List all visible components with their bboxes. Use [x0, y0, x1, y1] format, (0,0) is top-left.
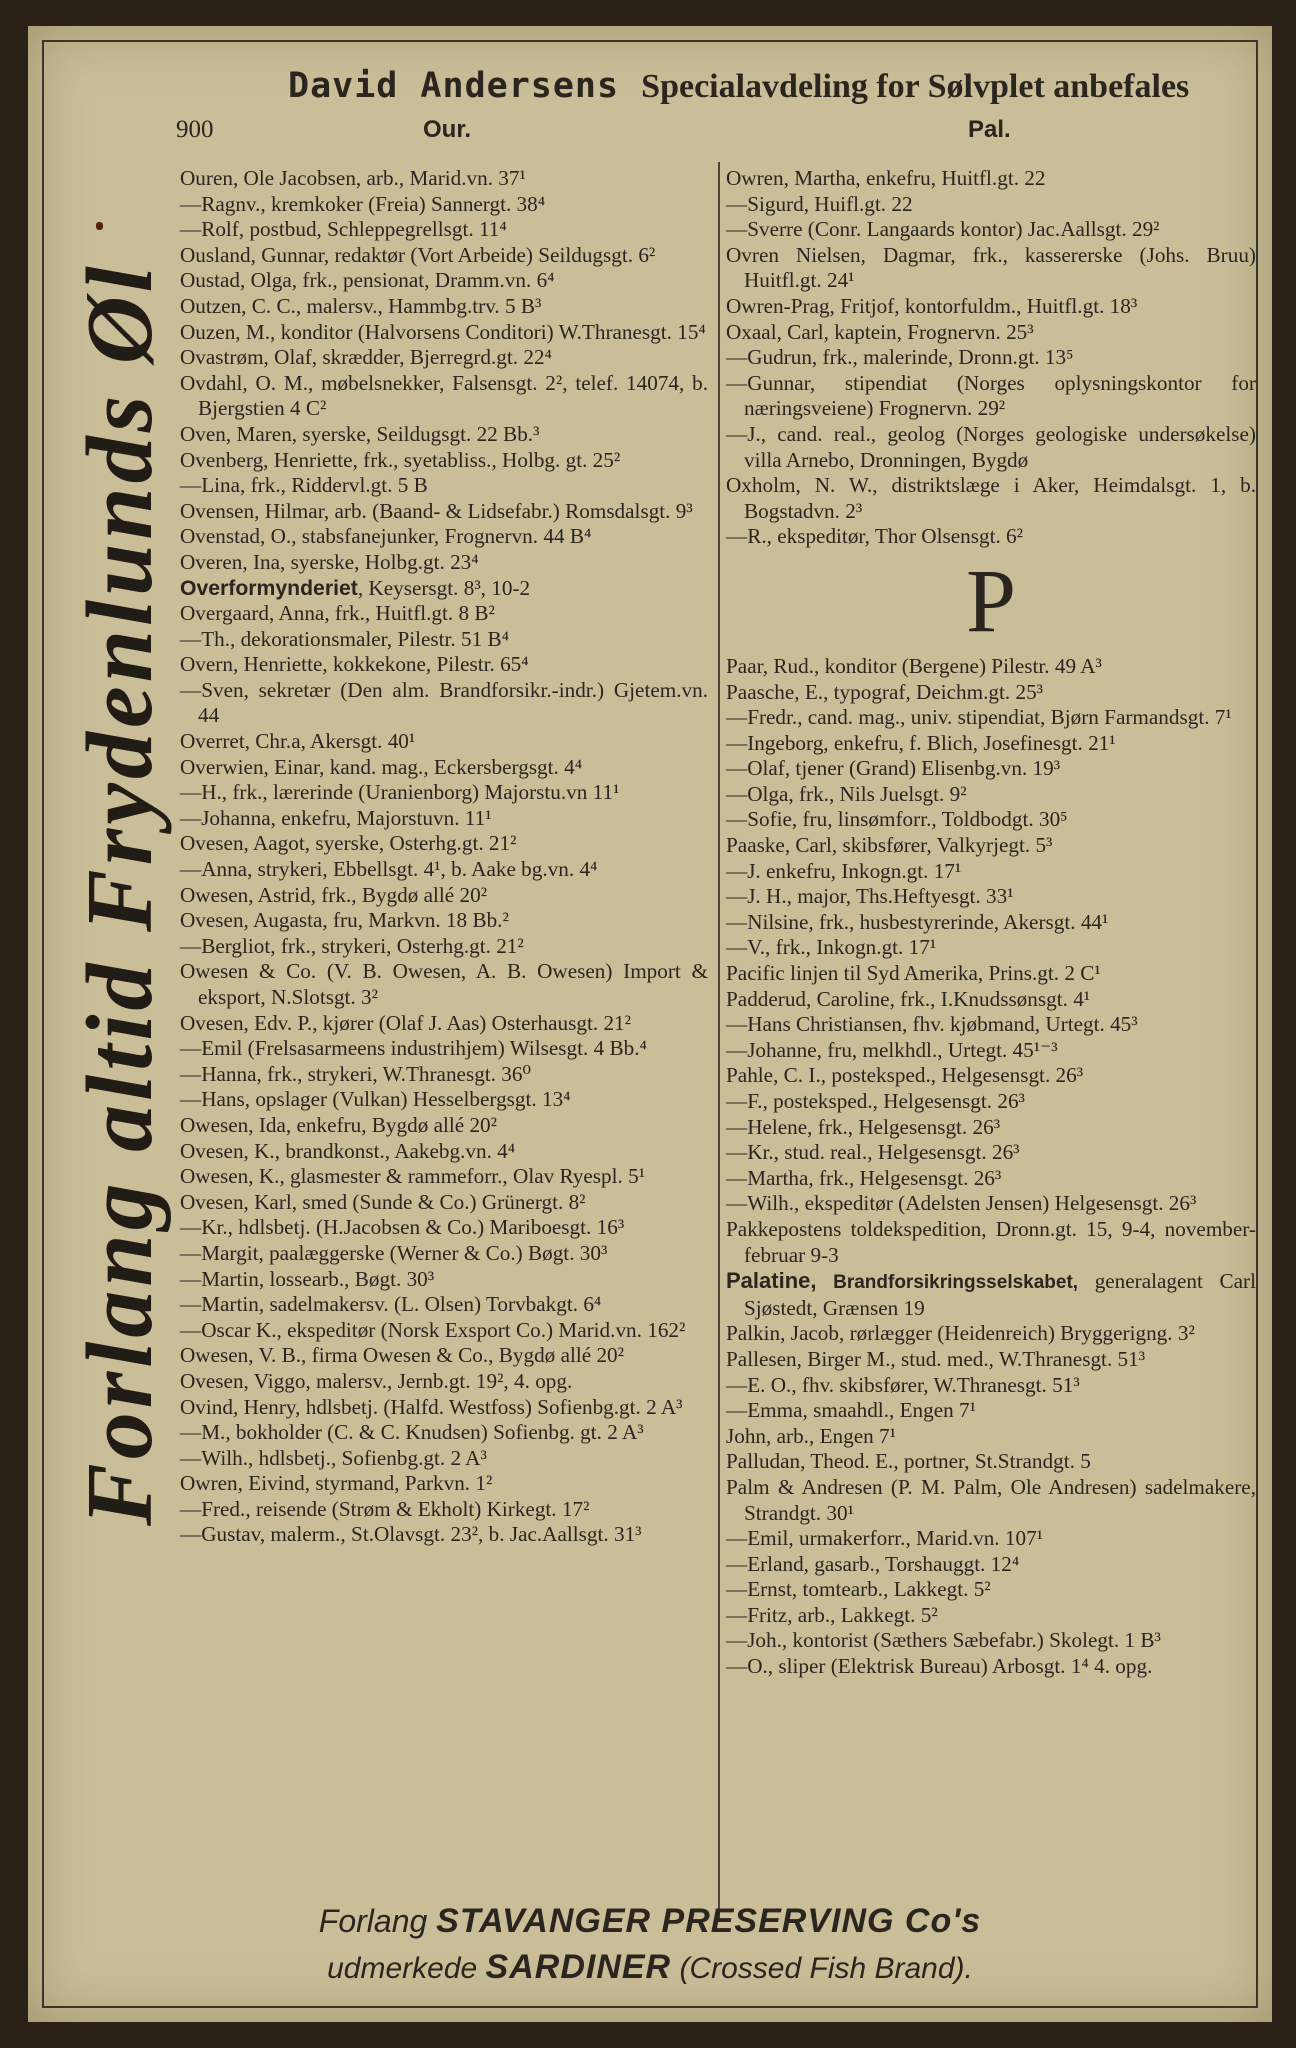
directory-entry: —Johanna, enkefru, Majorstuvn. 11¹ [180, 805, 492, 830]
directory-page [28, 26, 1272, 2022]
directory-entry: —Gustav, malerm., St.Olavsgt. 23², b. Jac.Aallsgt. 31³ [180, 1522, 642, 1547]
bottom-ad-brand: STAVANGER PRESERVING Co's [436, 1902, 982, 1940]
directory-entry: Ovensen, Hilmar, arb. (Baand- & Lidsefabr.) Romsdalsgt. 9³ [180, 498, 693, 523]
directory-entry: Ovesen, Karl, smed (Sunde & Co.) Grünergt. 8² [180, 1189, 586, 1214]
directory-entry: —J. H., major, Ths.Heftyesgt. 33¹ [726, 884, 1014, 909]
directory-entry: —Gunnar, stipendiat (Norges oplysningskontor for næringsveiene) Frognervn. 29² [726, 370, 1256, 421]
directory-entry: —Emil (Frelsasarmeens industrihjem) Wilsesgt. 4 Bb.⁴ [180, 1036, 647, 1061]
directory-entry: Oustad, Olga, frk., pensionat, Dramm.vn. 6⁴ [180, 268, 555, 293]
top-ad-text: Specialavdeling for Sølvplet anbefales [641, 68, 1190, 105]
directory-entry: Paar, Rud., konditor (Bergene) Pilestr. 49 A³ [726, 653, 1102, 678]
left-column-key: Our. [423, 116, 472, 143]
bottom-ad-udmerkede: udmerkede [327, 1952, 478, 1985]
directory-entry: —Hans, opslager (Vulkan) Hesselbergsgt. 13⁴ [180, 1087, 571, 1112]
directory-entry: —Joh., kontorist (Sæthers Sæbefabr.) Skolegt. 1 B³ [726, 1628, 1161, 1653]
page-number: 900 [176, 116, 214, 143]
directory-entry: Owesen, Astrid, frk., Bygdø allé 20² [180, 882, 488, 907]
directory-entry: Ovenstad, O., stabsfanejunker, Frognervn. 44 B⁴ [180, 524, 592, 549]
directory-entry: —Ernst, tomtearb., Lakkegt. 5² [726, 1577, 991, 1602]
directory-entry: Ovesen, Viggo, malersv., Jernb.gt. 19², 4. opg. [180, 1368, 573, 1393]
directory-entry: —Rolf, postbud, Schleppegrellsgt. 11⁴ [180, 217, 507, 242]
section-letter: P [965, 551, 1017, 651]
directory-entry: Pahle, C. I., posteksped., Helgesensgt. 26³ [726, 1063, 1084, 1088]
directory-entry: —Wilh., hdlsbetj., Sofienbg.gt. 2 A³ [180, 1445, 487, 1470]
directory-entry: —Hanna, frk., strykeri, W.Thranesgt. 36⁰ [180, 1061, 531, 1086]
directory-entry: Overgaard, Anna, frk., Huitfl.gt. 8 B² [180, 601, 495, 626]
directory-entry: —Emma, smaahdl., Engen 7¹ [726, 1398, 976, 1423]
directory-entry: —Fritz, arb., Lakkegt. 5² [726, 1602, 938, 1627]
directory-entry: —F., posteksped., Helgesensgt. 26³ [726, 1089, 1025, 1113]
directory-entry: Palm & Andresen (P. M. Palm, Ole Andresen) sadelmakere, Strandgt. 30¹ [726, 1474, 1256, 1525]
directory-entry: —Emil, urmakerforr., Marid.vn. 107¹ [726, 1526, 1044, 1551]
directory-entry: —Johanne, fru, melkhdl., Urtegt. 45¹⁻³ [726, 1037, 1058, 1062]
bottom-ad-sardiner: SARDINER [485, 1948, 672, 1986]
directory-entry: Ouren, Ole Jacobsen, arb., Marid.vn. 37¹ [180, 166, 526, 190]
directory-entry: Owesen, V. B., firma Owesen & Co., Bygdø allé 20² [180, 1343, 624, 1368]
directory-entry: John, arb., Engen 7¹ [726, 1423, 896, 1448]
directory-entry: Ovesen, Aagot, syerske, Osterhg.gt. 21² [180, 831, 517, 856]
directory-entry: —Martin, sadelmakersv. (L. Olsen) Torvbakgt. 6⁴ [180, 1292, 602, 1317]
right-entries-o [726, 166, 1256, 550]
directory-entry: Outzen, C. C., malersv., Hammbg.trv. 5 B³ [180, 293, 542, 318]
directory-entry: Owren, Eivind, styrmand, Parkvn. 1² [180, 1471, 493, 1496]
right-column-key: Pal. [968, 116, 1011, 143]
directory-entry: —Lina, frk., Riddervl.gt. 5 B [180, 473, 428, 498]
directory-entry: —Nilsine, frk., husbestyrerinde, Akersgt. 44¹ [726, 909, 1109, 934]
directory-entry: Overret, Chr.a, Akersgt. 40¹ [180, 729, 416, 754]
directory-entry: Ovenberg, Henriette, frk., syetabliss., Holbg. gt. 25² [180, 447, 621, 472]
entry-bold-name: Overformynderiet [180, 576, 358, 600]
bottom-ad-crossed-fish: (Crossed Fish Brand). [679, 1952, 973, 1985]
directory-entry: —Anna, strykeri, Ebbellsgt. 4¹, b. Aake bg.vn. 4⁴ [180, 857, 598, 882]
palatine-rest: generalagent Carl Sjøstedt, Grænsen 19 [744, 1269, 1256, 1320]
directory-entry: —Martin, lossearb., Bøgt. 30³ [180, 1266, 435, 1291]
directory-entry: Owesen, Ida, enkefru, Bygdø allé 20² [180, 1112, 498, 1137]
directory-entry: —Bergliot, frk., strykeri, Osterhg.gt. 21² [180, 933, 524, 958]
entry-rest: , Keysersgt. 8³, 10-2 [357, 575, 531, 600]
directory-entry: —V., frk., Inkogn.gt. 17¹ [726, 935, 937, 960]
directory-entry: —Ragnv., kremkoker (Freia) Sannergt. 38⁴ [180, 191, 546, 216]
directory-entry: —Sven, sekretær (Den alm. Brandforsikr.-indr.) Gjetem.vn. 44 [180, 677, 708, 728]
directory-entry: Pallesen, Birger M., stud. med., W.Thranesgt. 51³ [726, 1346, 1146, 1371]
directory-entry: Owesen, K., glasmester & rammeforr., Olav Ryespl. 5¹ [180, 1164, 646, 1189]
directory-entry: Owren, Martha, enkefru, Huitfl.gt. 22 [726, 166, 1046, 190]
directory-entry: Ovdahl, O. M., møbelsnekker, Falsensgt. 2², telef. 14074, b. Bjergstien 4 C² [180, 370, 708, 421]
directory-entry: Oxaal, Carl, kaptein, Frognervn. 25³ [726, 319, 1034, 344]
top-ad-name: David Andersens [288, 66, 620, 106]
right-entries-p [726, 654, 1256, 1268]
directory-entry: Ovren Nielsen, Dagmar, frk., kassererske (Johs. Bruu) Huitfl.gt. 24¹ [726, 242, 1256, 293]
directory-entry: —R., ekspeditør, Thor Olsensgt. 6² [726, 524, 1024, 549]
directory-entry: Padderud, Caroline, frk., I.Knudssønsgt. 4¹ [726, 986, 1091, 1011]
directory-entry: —Kr., stud. real., Helgesensgt. 26³ [726, 1140, 1020, 1165]
directory-entry: Owesen & Co. (V. B. Owesen, A. B. Owesen) Import & eksport, N.Slotsgt. 3² [180, 959, 708, 1009]
directory-entry: Paaske, Carl, skibsfører, Valkyrjegt. 5³ [726, 833, 1053, 858]
directory-entry: —Olga, frk., Nils Juelsgt. 9² [726, 781, 967, 806]
directory-entry: Ovesen, Edv. P., kjører (Olaf J. Aas) Osterhausgt. 21² [180, 1010, 632, 1035]
directory-entry: Ovastrøm, Olaf, skrædder, Bjerregrd.gt. 22⁴ [180, 345, 552, 370]
directory-entry: Oxholm, N. W., distriktslæge i Aker, Heimdalsgt. 1, b. Bogstadvn. 2³ [726, 473, 1256, 523]
directory-entry: —M., bokholder (C. & C. Knudsen) Sofienbg. gt. 2 A³ [180, 1420, 644, 1445]
directory-entry: Paasche, E., typograf, Deichm.gt. 25³ [726, 679, 1044, 704]
directory-entry: Ousland, Gunnar, redaktør (Vort Arbeide) Seildugsgt. 6² [180, 242, 656, 267]
directory-entry: —H., frk., lærerinde (Uranienborg) Majorstu.vn 11¹ [180, 780, 620, 805]
directory-entry: —E. O., fhv. skibsfører, W.Thranesgt. 51³ [726, 1372, 1080, 1397]
bottom-ad-line-2 [28, 1948, 1272, 1987]
top-advertisement [288, 66, 1268, 106]
directory-entry: Overwien, Einar, kand. mag., Eckersbergsgt. 4⁴ [180, 754, 583, 779]
directory-entry: —Gudrun, frk., malerinde, Dronn.gt. 13⁵ [726, 345, 1074, 370]
bottom-ad-forlang: Forlang [318, 1903, 428, 1939]
directory-entry: Pakkepostens toldekspedition, Dronn.gt. 15, 9-4, november-februar 9-3 [726, 1216, 1256, 1267]
palatine-company: Brandforsikringsselskabet, [833, 1272, 1079, 1294]
left-column [180, 166, 708, 1548]
palatine-entry [726, 1268, 1256, 1321]
directory-entry: —Erland, gasarb., Torshauggt. 12⁴ [726, 1551, 1020, 1576]
directory-entry: —Helene, frk., Helgesensgt. 26³ [726, 1114, 1001, 1139]
directory-entry: Ovesen, K., brandkonst., Aakebg.vn. 4⁴ [180, 1138, 516, 1163]
directory-entry: Ovesen, Augasta, fru, Markvn. 18 Bb.² [180, 908, 509, 933]
directory-entry: —Sigurd, Huifl.gt. 22 [726, 191, 913, 216]
directory-entry: —Hans Christiansen, fhv. kjøbmand, Urtegt. 45³ [726, 1012, 1138, 1037]
directory-entry: —Sofie, fru, linsømforr., Toldbodgt. 30⁵ [726, 807, 1068, 832]
column-divider [718, 162, 720, 1922]
directory-entry: —Ingeborg, enkefru, f. Blich, Josefinesgt. 21¹ [726, 730, 1116, 755]
right-column [726, 166, 1256, 1680]
directory-entry: Ouzen, M., konditor (Halvorsens Conditori) W.Thranesgt. 15⁴ [180, 319, 706, 344]
ink-spot [96, 222, 103, 230]
directory-entry: —Oscar K., ekspeditør (Norsk Exsport Co.) Marid.vn. 162² [180, 1317, 686, 1342]
directory-entry: —O., sliper (Elektrisk Bureau) Arbosgt. 1⁴ 4. opg. [726, 1654, 1153, 1679]
directory-entry: —Fredr., cand. mag., univ. stipendiat, Bjørn Farmandsgt. 7¹ [726, 705, 1232, 730]
directory-entry: Pacific linjen til Syd Amerika, Prins.gt. 2 C¹ [726, 961, 1101, 986]
directory-entry: —Martha, frk., Helgesensgt. 26³ [726, 1165, 1002, 1190]
directory-entry [180, 576, 708, 602]
directory-entry: —Kr., hdlsbetj. (H.Jacobsen & Co.) Mariboesgt. 16³ [180, 1215, 625, 1240]
directory-entry: Overen, Ina, syerske, Holbg.gt. 23⁴ [180, 549, 479, 574]
directory-entry: —J., cand. real., geolog (Norges geologiske undersøkelse) villa Arnebo, Dronningen, Bygdø [726, 421, 1256, 472]
directory-entry: —Olaf, tjener (Grand) Elisenbg.vn. 19³ [726, 756, 1061, 781]
directory-entry: —Wilh., ekspeditør (Adelsten Jensen) Helgesensgt. 26³ [726, 1191, 1197, 1216]
bottom-ad-line-1 [28, 1902, 1272, 1941]
directory-entry: —Margit, paalæggerske (Werner & Co.) Bøgt. 30³ [180, 1240, 608, 1265]
directory-entry: —Fred., reisende (Strøm & Ekholt) Kirkegt. 17² [180, 1496, 590, 1521]
directory-entry: —Sverre (Conr. Langaards kontor) Jac.Aallsgt. 29² [726, 217, 1160, 242]
directory-entry: Palludan, Theod. E., portner, St.Strandgt. 5 [726, 1449, 1091, 1474]
directory-entry: Overn, Henriette, kokkekone, Pilestr. 65⁴ [180, 652, 529, 677]
right-entries-p2 [726, 1321, 1256, 1679]
directory-entry: —Th., dekorationsmaler, Pilestr. 51 B⁴ [180, 626, 510, 651]
palatine-name: Palatine, [726, 1268, 817, 1294]
side-advertisement: Forlang altid Frydenlunds Øl [68, 262, 172, 1526]
directory-entry: Oven, Maren, syerske, Seildugsgt. 22 Bb.³ [180, 421, 540, 446]
directory-entry: Palkin, Jacob, rørlægger (Heidenreich) Bryggerigng. 3² [726, 1321, 1195, 1346]
directory-entry: —J. enkefru, Inkogn.gt. 17¹ [726, 858, 962, 883]
directory-entry: Owren-Prag, Fritjof, kontorfuldm., Huitfl.gt. 18³ [726, 293, 1138, 318]
directory-entry: Ovind, Henry, hdlsbetj. (Halfd. Westfoss) Sofienbg.gt. 2 A³ [180, 1394, 683, 1419]
